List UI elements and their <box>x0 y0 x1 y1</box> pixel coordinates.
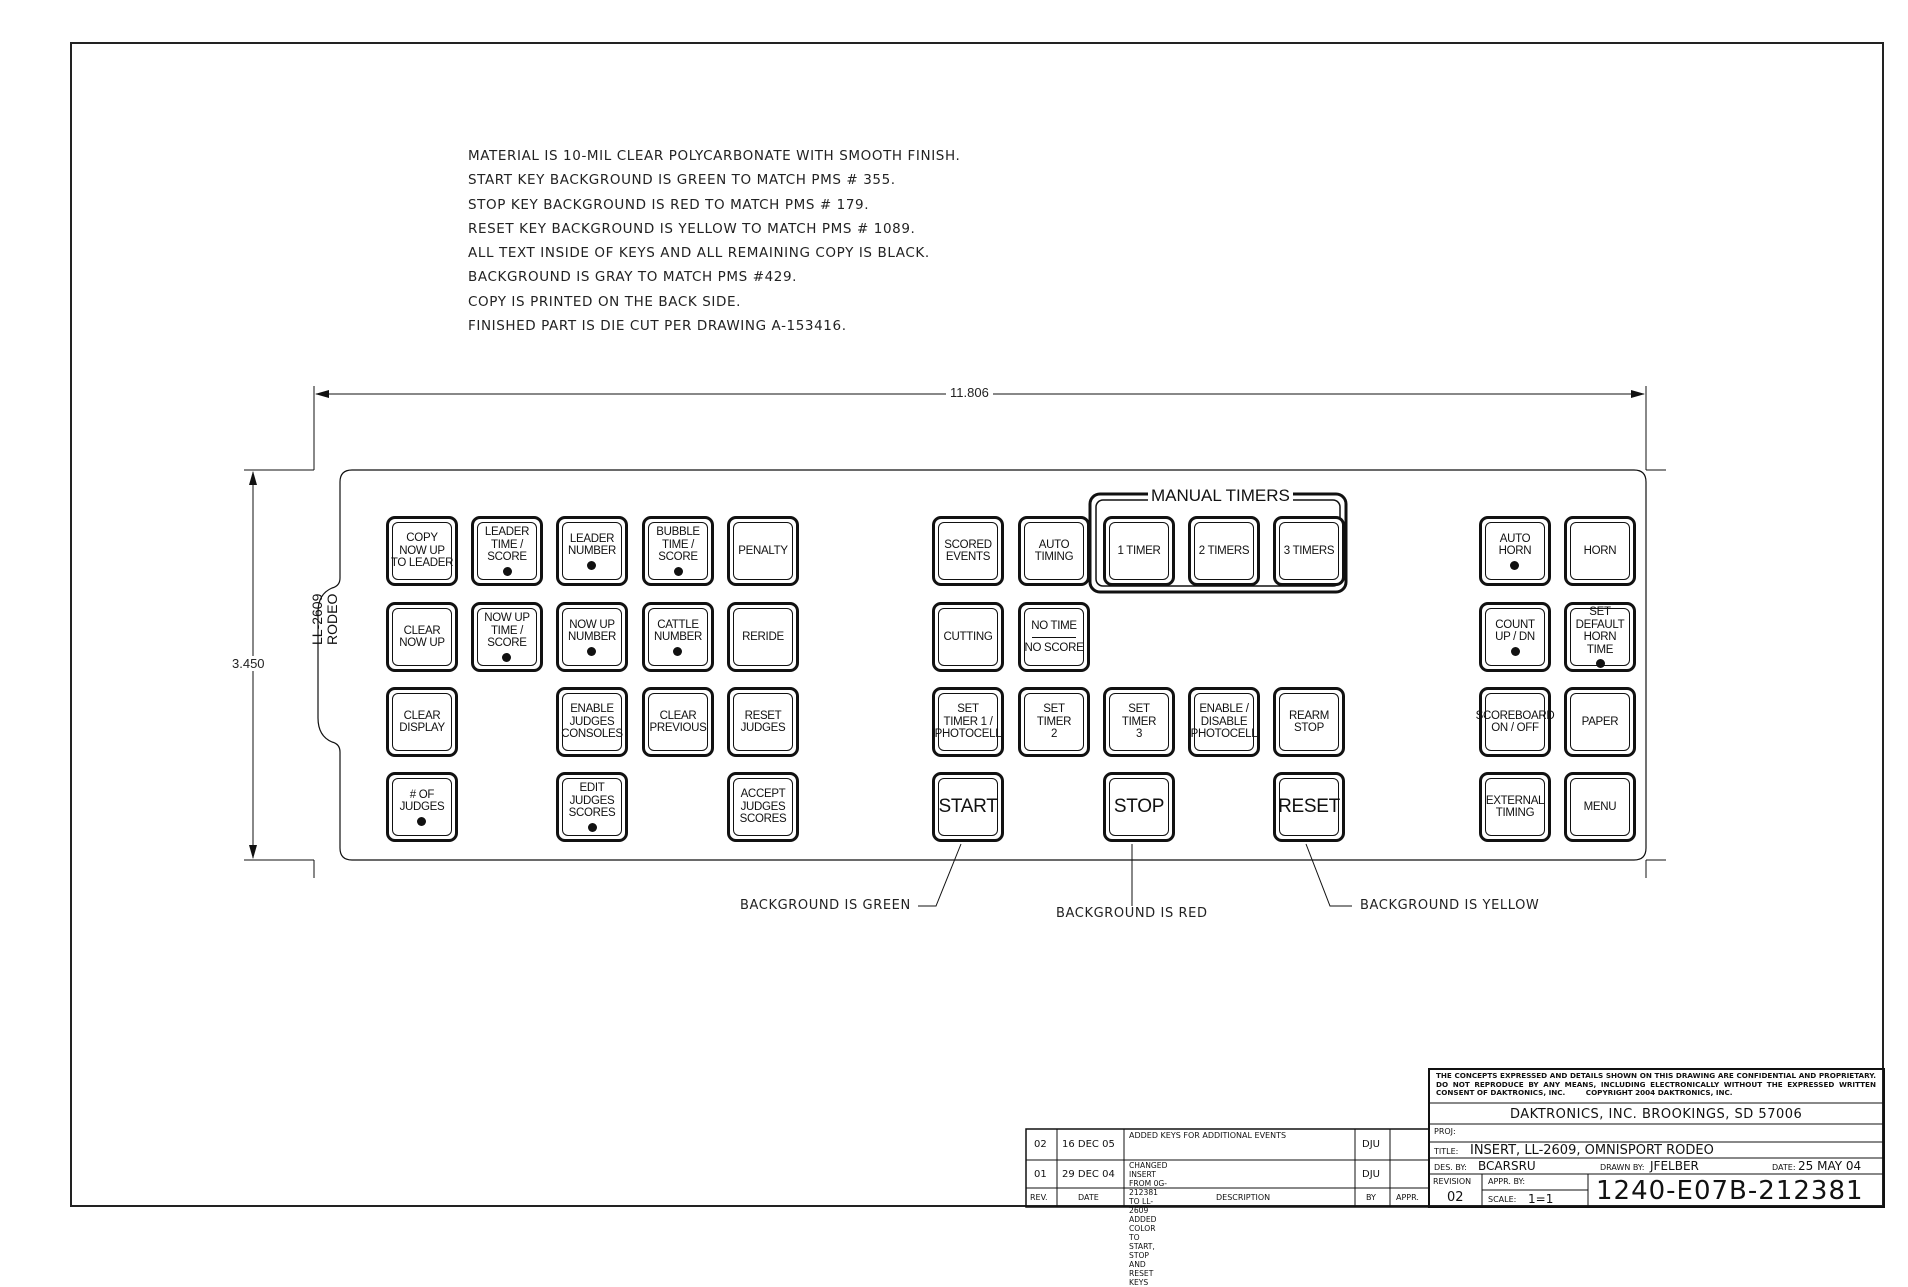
key-label-line: 3 <box>1135 728 1143 741</box>
drawing-number: 1240-E07B-212381 <box>1596 1176 1864 1206</box>
insert-label <box>310 594 340 645</box>
date-header: DATE <box>1078 1193 1099 1202</box>
key-label <box>1114 797 1164 817</box>
key-label-line: ENABLE / <box>1199 703 1249 716</box>
key-label-line: CONSOLES <box>561 728 623 741</box>
key-label <box>741 710 786 735</box>
key-label-line: SCORE <box>487 551 527 564</box>
note-line: START KEY BACKGROUND IS GREEN TO MATCH PMS # 355. <box>468 172 896 189</box>
edit-judges-scores-key[interactable] <box>556 772 628 842</box>
auto-horn-key[interactable] <box>1479 516 1551 586</box>
count-up-dn-key[interactable] <box>1479 602 1551 672</box>
key-label <box>569 782 616 832</box>
key-label-line: AUTO <box>1038 538 1070 551</box>
key-label <box>1025 620 1084 654</box>
rev-header: REV. <box>1030 1193 1048 1202</box>
key-label-line: # OF <box>409 788 435 801</box>
key-label-line: 2 <box>1050 728 1058 741</box>
key-label-line: JUDGES <box>399 801 445 813</box>
key-label-line: CLEAR <box>659 709 697 722</box>
key-label-line: MENU <box>1583 800 1617 813</box>
key-label-line: SCORE <box>658 551 698 564</box>
note-line: RESET KEY BACKGROUND IS YELLOW TO MATCH PMS # 1089. <box>468 220 916 237</box>
key-label <box>1278 797 1340 817</box>
width-dimension: 11.806 <box>946 385 993 400</box>
key-label-line: SET <box>1043 703 1065 716</box>
insert-part-number: LL-2609 <box>309 593 325 645</box>
key-label <box>399 710 445 735</box>
three-timers-key[interactable] <box>1273 516 1345 586</box>
reride-key[interactable] <box>727 602 799 672</box>
key-label-line: TO LEADER <box>390 557 454 570</box>
key-label-line: JUDGES <box>740 722 786 734</box>
scoreboard-on-off-key[interactable] <box>1475 687 1555 757</box>
key-label-line: CLEAR <box>403 624 441 637</box>
rev-description: ADDED KEYS FOR ADDITIONAL EVENTS <box>1129 1131 1287 1140</box>
drawn-by: JFELBER <box>1650 1159 1699 1173</box>
now-up-time-score-key[interactable] <box>471 602 543 672</box>
indicator-dot-icon <box>673 647 682 656</box>
key-label-line: HORN <box>1498 545 1532 557</box>
rearm-stop-key[interactable] <box>1273 687 1345 757</box>
key-label-line: TIMER <box>1121 715 1157 728</box>
confidential-notice <box>1436 1072 1876 1098</box>
key-label <box>943 631 992 644</box>
key-label-line: CLEAR <box>403 709 441 722</box>
key-label-line: SET DEFAULT <box>1575 606 1625 631</box>
scale-label: SCALE: <box>1488 1195 1517 1204</box>
key-label-line: PHOTOCELL <box>934 728 1002 741</box>
key-label <box>1499 533 1532 570</box>
key-label <box>1035 539 1073 564</box>
date-label: DATE: <box>1772 1163 1796 1172</box>
key-label <box>654 619 702 656</box>
indicator-dot-icon <box>587 561 596 570</box>
key-label <box>649 710 706 735</box>
key-label <box>944 539 991 564</box>
two-timers-key[interactable] <box>1188 516 1260 586</box>
set-default-horn-time-key[interactable] <box>1564 602 1636 672</box>
indicator-dot-icon <box>503 567 512 576</box>
key-label <box>399 625 444 650</box>
key-label-line: NOW UP <box>569 618 615 631</box>
appr-by-label: APPR. BY: <box>1488 1177 1526 1186</box>
key-label <box>1486 795 1544 820</box>
clear-display-key[interactable] <box>386 687 458 757</box>
key-label <box>568 533 616 570</box>
key-label-line: RESET <box>744 709 782 722</box>
rev-by: DJU <box>1362 1169 1380 1180</box>
key-label-line: COUNT <box>1495 618 1535 631</box>
key-label-line: STOP <box>1113 796 1165 817</box>
now-up-number-key[interactable] <box>556 602 628 672</box>
designed-by: BCARSRU <box>1478 1159 1536 1173</box>
copyright-text: COPYRIGHT 2004 DAKTRONICS, INC. <box>1585 1088 1733 1098</box>
key-label-line: RESET <box>1278 796 1340 817</box>
key-label <box>738 545 787 558</box>
key-label <box>1289 710 1329 735</box>
leader-time-score-key[interactable] <box>471 516 543 586</box>
key-label-line: NUMBER <box>567 545 617 557</box>
drawn-by-label: DRAWN BY: <box>1600 1163 1645 1172</box>
yellow-callout: BACKGROUND IS YELLOW <box>1360 898 1540 913</box>
key-label <box>1122 703 1156 741</box>
start-key[interactable] <box>932 772 1004 842</box>
indicator-dot-icon <box>1511 647 1520 656</box>
key-label-line: TIME <box>1586 643 1614 656</box>
key-label-line: NOW UP <box>399 544 445 557</box>
key-label-line: TIMER <box>1036 715 1072 728</box>
description-header: DESCRIPTION <box>1216 1193 1271 1202</box>
key-label <box>391 532 453 570</box>
yellow-callout-leader <box>1306 844 1352 906</box>
set-timer-3-key[interactable] <box>1103 687 1175 757</box>
indicator-dot-icon <box>1510 561 1519 570</box>
clear-now-up-key[interactable] <box>386 602 458 672</box>
bubble-time-score-key[interactable] <box>642 516 714 586</box>
key-label-line: SET <box>1128 703 1150 716</box>
accept-judges-scores-key[interactable] <box>727 772 799 842</box>
key-label-line: PHOTOCELL <box>1190 728 1258 741</box>
key-label <box>935 703 1002 741</box>
leader-number-key[interactable] <box>556 516 628 586</box>
key-label-line: DISABLE <box>1200 715 1248 728</box>
key-label-line: TIMING <box>1495 807 1535 819</box>
note-line: FINISHED PART IS DIE CUT PER DRAWING A-153416. <box>468 318 847 335</box>
key-label-line: LEADER <box>569 532 615 545</box>
key-label-line: TIME / <box>661 538 695 551</box>
set-timer-2-key[interactable] <box>1018 687 1090 757</box>
insert-name: RODEO <box>324 593 340 645</box>
note-line: BACKGROUND IS GRAY TO MATCH PMS #429. <box>468 269 798 286</box>
key-label-line: SCOREBOARD <box>1475 709 1555 722</box>
key-label-line: EXTERNAL <box>1485 794 1545 807</box>
indicator-dot-icon <box>588 823 597 832</box>
key-label <box>484 612 529 662</box>
red-callout: BACKGROUND IS RED <box>1056 906 1208 921</box>
drawing-date: 25 MAY 04 <box>1798 1159 1862 1173</box>
indicator-dot-icon <box>587 647 596 656</box>
key-label <box>742 631 784 644</box>
key-label-line: NOW UP <box>399 637 445 649</box>
manual-timers-label: MANUAL TIMERS <box>1148 486 1293 506</box>
key-label-line: CUTTING <box>943 630 993 643</box>
horn-key[interactable] <box>1564 516 1636 586</box>
key-label <box>1495 619 1535 656</box>
key-label-line: HORN <box>1583 631 1617 643</box>
key-label-line: ACCEPT <box>740 788 786 801</box>
scored-events-key[interactable] <box>932 516 1004 586</box>
key-label-line: DISPLAY <box>399 722 445 734</box>
by-header: BY <box>1366 1193 1376 1202</box>
rev-number: 02 <box>1034 1139 1047 1150</box>
key-label-line: PENALTY <box>738 544 788 557</box>
key-label <box>1037 703 1071 741</box>
rev-by: DJU <box>1362 1139 1380 1150</box>
key-label-line: CATTLE <box>657 618 699 631</box>
key-label-line: JUDGES <box>569 794 615 807</box>
one-timer-key[interactable] <box>1103 516 1175 586</box>
appr-header: APPR. <box>1396 1193 1419 1202</box>
indicator-dot-icon <box>417 817 426 826</box>
key-label-line: TIME / <box>490 624 524 637</box>
proj-label: PROJ: <box>1434 1127 1456 1136</box>
note-line: COPY IS PRINTED ON THE BACK SIDE. <box>468 293 741 310</box>
reset-judges-key[interactable] <box>727 687 799 757</box>
des-by-label: DES. BY: <box>1434 1163 1467 1172</box>
key-label-line: AUTO <box>1499 532 1531 545</box>
key-label-line: TIME / <box>490 538 524 551</box>
cattle-number-key[interactable] <box>642 602 714 672</box>
confidential-text: THE CONCEPTS EXPRESSED AND DETAILS SHOWN ON THIS DRAWING ARE CONFIDENTIAL AND PROPRIETARY. DO NOT REPRODUCE BY ANY MEANS, INCLUDING ELECTRONICALLY WITHOUT THE EXPRESSED WRITTEN CONSENT OF DAKTRONICS, INC. <box>1436 1071 1876 1098</box>
key-label-line: NUMBER <box>653 631 703 643</box>
key-label <box>1117 545 1160 558</box>
key-label <box>485 526 529 576</box>
menu-key[interactable] <box>1564 772 1636 842</box>
key-label <box>400 789 445 826</box>
key-label <box>1199 545 1249 558</box>
key-label-line: SET <box>957 703 979 716</box>
no-time-no-score-key[interactable] <box>1018 602 1090 672</box>
green-callout: BACKGROUND IS GREEN <box>740 898 911 913</box>
revision-number: 02 <box>1447 1190 1464 1205</box>
stop-key[interactable] <box>1103 772 1175 842</box>
reset-key[interactable] <box>1273 772 1345 842</box>
clear-previous-key[interactable] <box>642 687 714 757</box>
key-label <box>740 788 787 826</box>
note-line: STOP KEY BACKGROUND IS RED TO MATCH PMS # 179. <box>468 196 870 213</box>
drawing-title: INSERT, LL-2609, OMNISPORT RODEO <box>1470 1143 1714 1158</box>
rev-number: 01 <box>1034 1169 1047 1180</box>
key-label-line: NO TIME <box>1031 620 1077 632</box>
revision-label: REVISION <box>1433 1177 1472 1186</box>
key-label <box>1584 545 1617 558</box>
key-label-line: TIMER 1 / <box>943 715 993 728</box>
key-divider <box>1032 637 1076 638</box>
green-callout-leader <box>918 844 961 906</box>
key-label-line: NUMBER <box>567 631 617 643</box>
indicator-dot-icon <box>1596 659 1605 668</box>
key-label <box>656 526 700 576</box>
key-label <box>1584 801 1617 814</box>
key-label-line: SCORES <box>568 807 616 820</box>
cutting-key[interactable] <box>932 602 1004 672</box>
company-name: DAKTRONICS, INC. BROOKINGS, SD 57006 <box>1510 1107 1803 1122</box>
key-label-line: SCORE <box>487 637 527 650</box>
key-label-line: 2 TIMERS <box>1198 544 1250 557</box>
note-line: MATERIAL IS 10-MIL CLEAR POLYCARBONATE WITH SMOOTH FINISH. <box>468 148 961 164</box>
set-timer-1-key[interactable] <box>932 687 1004 757</box>
penalty-key[interactable] <box>727 516 799 586</box>
rev-description: CHANGED INSERT FROM 0G-212381 TO LL-2609 ADDED COLOR TO START, STOP AND RESET KEYS <box>1129 1161 1168 1287</box>
note-line: ALL TEXT INSIDE OF KEYS AND ALL REMAINING COPY IS BLACK. <box>468 245 930 262</box>
enable-judges-consoles-key[interactable] <box>556 687 628 757</box>
key-label-line: ON / OFF <box>1491 722 1539 734</box>
key-label-line: PREVIOUS <box>649 722 707 734</box>
height-dimension: 3.450 <box>228 656 269 671</box>
key-label-line: COPY <box>406 532 438 545</box>
key-label-line: SCORED <box>944 538 992 551</box>
key-label-line: PAPER <box>1581 715 1619 728</box>
indicator-dot-icon <box>502 653 511 662</box>
key-label-line: HORN <box>1583 544 1617 557</box>
key-label-line: START <box>938 796 998 817</box>
key-label <box>568 619 616 656</box>
key-label-line: TIMING <box>1034 551 1074 563</box>
key-label <box>938 797 997 817</box>
key-label-line: BUBBLE <box>656 526 700 539</box>
paper-key[interactable] <box>1564 687 1636 757</box>
key-label <box>1582 716 1619 729</box>
key-label-line: NOW UP <box>484 612 530 625</box>
num-of-judges-key[interactable] <box>386 772 458 842</box>
key-label <box>1284 545 1334 558</box>
key-label <box>561 703 623 741</box>
key-label <box>1476 710 1555 735</box>
key-label-line: JUDGES <box>569 715 615 728</box>
enable-disable-photocell-key[interactable] <box>1188 687 1260 757</box>
key-label-line: 3 TIMERS <box>1283 544 1335 557</box>
key-label-line: LEADER <box>484 526 530 539</box>
key-label-line: SCORES <box>739 813 787 826</box>
key-label-line: EDIT <box>579 782 605 795</box>
rev-date: 16 DEC 05 <box>1062 1139 1115 1150</box>
key-label-line: REARM <box>1288 709 1330 722</box>
key-label <box>1567 606 1633 668</box>
key-label-line: RERIDE <box>742 630 784 643</box>
key-label-line: EVENTS <box>945 551 991 563</box>
key-label <box>1191 703 1258 741</box>
copy-now-up-key[interactable] <box>386 516 458 586</box>
key-label-line: JUDGES <box>740 800 786 813</box>
key-label-line: UP / DN <box>1495 631 1535 643</box>
auto-timing-key[interactable] <box>1018 516 1090 586</box>
key-label-line: NO SCORE <box>1024 641 1084 654</box>
external-timing-key[interactable] <box>1479 772 1551 842</box>
rev-date: 29 DEC 04 <box>1062 1169 1115 1180</box>
key-label-line: 1 TIMER <box>1117 544 1161 557</box>
title-label: TITLE: <box>1434 1147 1459 1156</box>
scale-value: 1=1 <box>1528 1192 1554 1206</box>
indicator-dot-icon <box>674 567 683 576</box>
key-label-line: STOP <box>1294 722 1324 734</box>
key-label-line: ENABLE <box>570 703 614 716</box>
